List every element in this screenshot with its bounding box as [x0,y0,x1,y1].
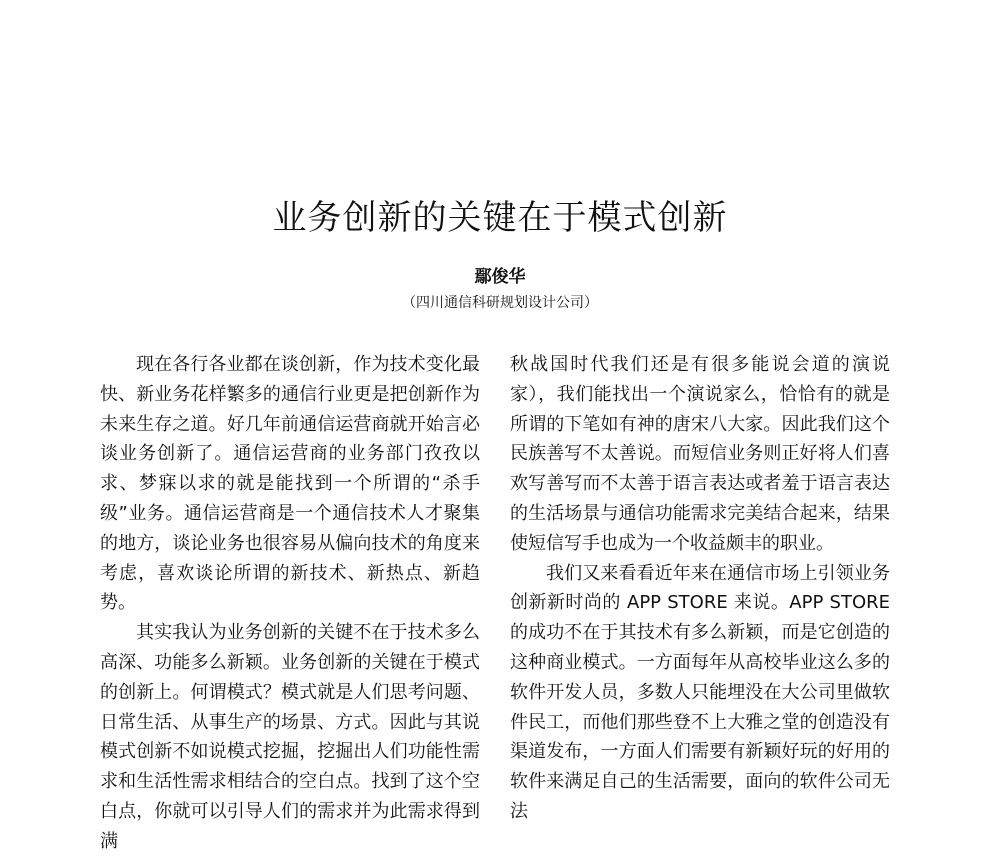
page-title: 业务创新的关键在于模式创新 [272,198,728,238]
left-column [100,350,480,857]
author-name: 鄢俊华 [474,267,526,287]
author-affiliation: （四川通信科研规划设计公司） [402,295,598,311]
right-paragraph-1: 秋战国时代我们还是有很多能说会道的演说家），我们能找出一个演说家么，恰恰有的就是所谓的下笔如有神的唐宋八大家。因此我们这个民族善写不太善说。而短信业务则正好将人们喜欢写善写而不太善于语言表达或者羞于语言表达的生活场景与通信功能需求完美结合起来，结果使短信写手也成为一个收益颇丰的职业。 [510,354,890,554]
left-paragraph-2: 其实我认为业务创新的关键不在于技术多么高深、功能多么新颖。业务创新的关键在于模式的创新上。何谓模式？模式就是人们思考问题、日常生活、从事生产的场景、方式。因此与其说模式创新不如说模式挖掘，挖掘出人们功能性需求和生活性需求相结合的空白点。找到了这个空白点，你就可以引导人们的需求并为此需求得到满 [100,622,480,852]
left-paragraph-1: 现在各行各业都在谈创新，作为技术变化最快、新业务花样繁多的通信行业更是把创新作为未来生存之道。好几年前通信运营商就开始言必谈业务创新了。通信运营商的业务部门孜孜以求、梦寐以求的就是能找到一个所谓的“杀手级”业务。通信运营商是一个通信技术人才聚集的地方，谈论业务也很容易从偏向技术的角度来考虑，喜欢谈论所谓的新技术、新热点、新趋势。 [100,354,480,614]
right-paragraph-2: 我们又来看看近年来在通信市场上引领业务创新新时尚的 APP STORE 来说。APP STORE 的成功不在于其技术有多么新颖，而是它创造的这种商业模式。一方面每年从高校毕业这么多的软件开发人员，多数人只能埋没在大公司里做软件民工，而他们那些登不上大雅之堂的创造没有渠道发布，一方面人们需要有新颖好玩的好用的软件来满足自己的生活需要，面向的软件公司无法 [510,562,890,822]
right-column [510,350,890,827]
